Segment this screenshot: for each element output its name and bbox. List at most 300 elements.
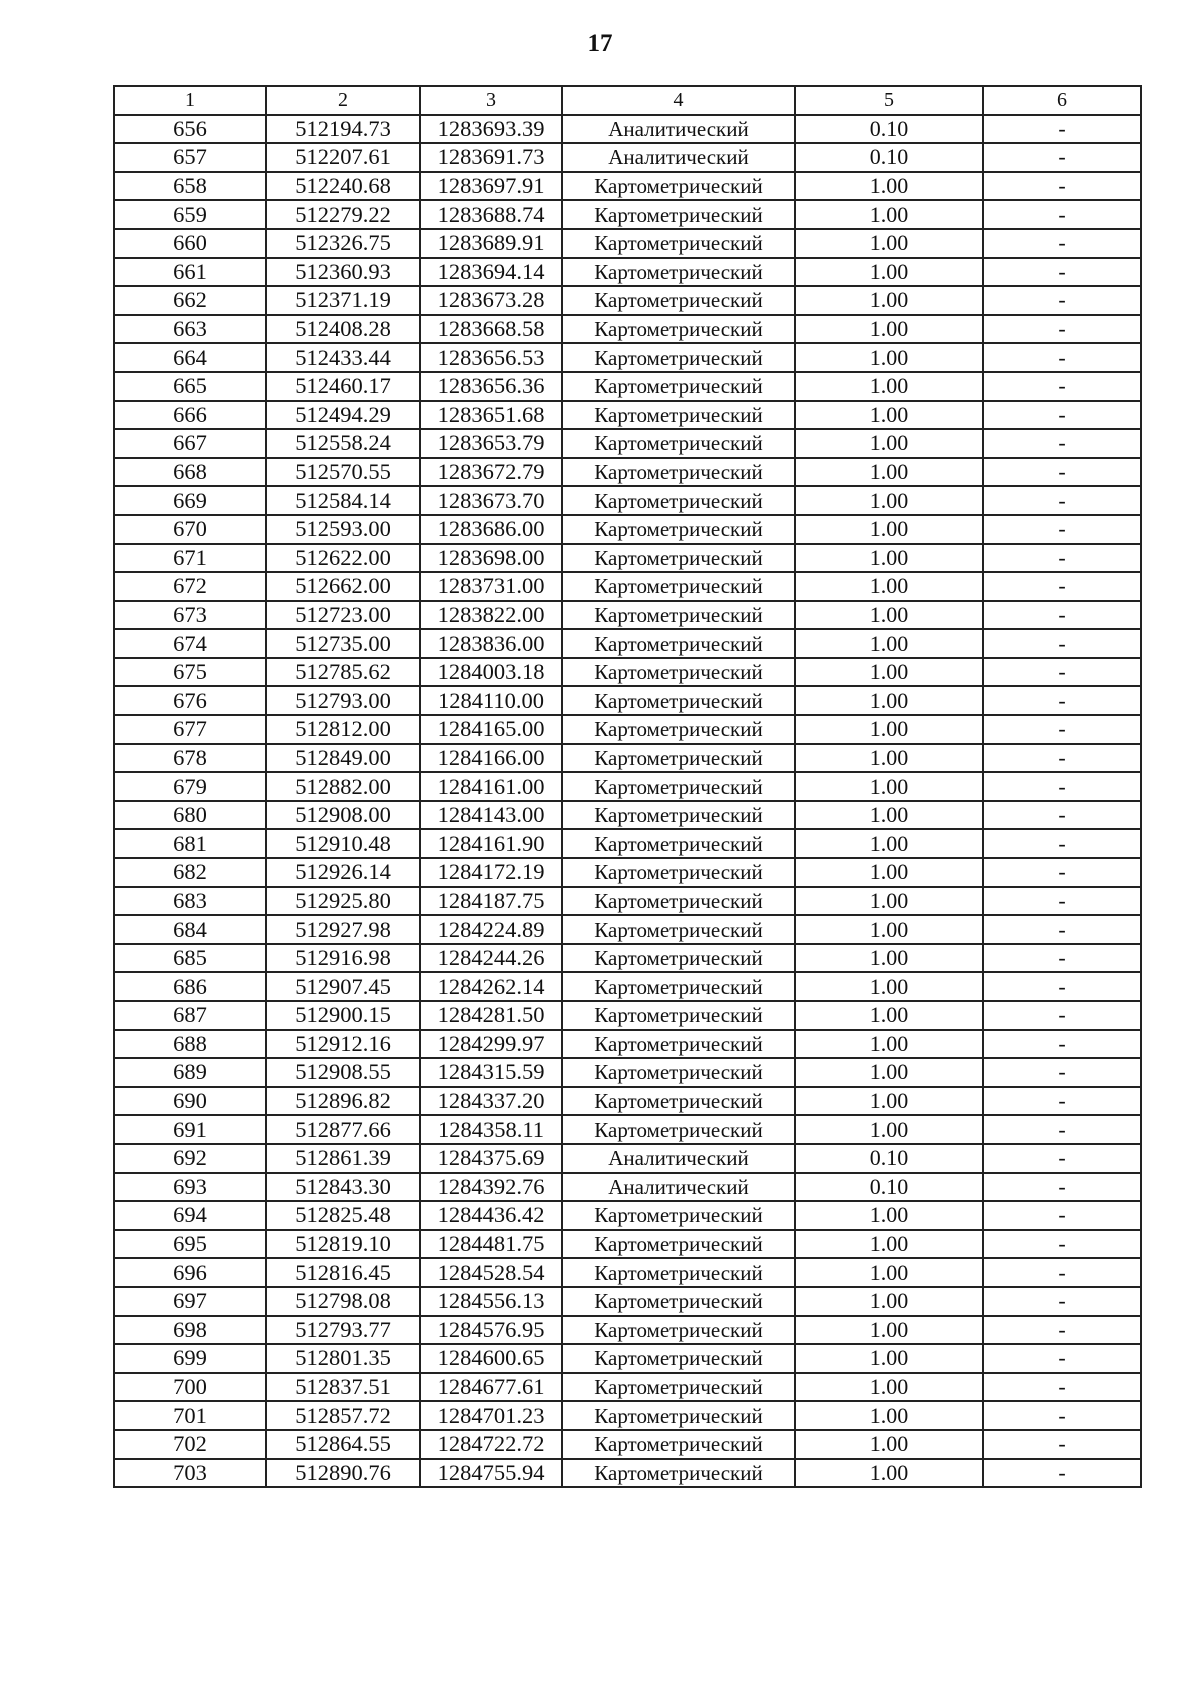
point-number-cell: 672 (114, 572, 266, 601)
x-coordinate-cell: 512194.73 (266, 115, 420, 144)
method-cell: Картометрический (562, 715, 795, 744)
accuracy-cell: 1.00 (795, 601, 983, 630)
point-number-cell: 667 (114, 429, 266, 458)
method-cell: Аналитический (562, 1173, 795, 1202)
accuracy-cell: 1.00 (795, 343, 983, 372)
table-row (114, 372, 1141, 401)
table-row (114, 686, 1141, 715)
description-cell: - (983, 658, 1141, 687)
table-row (114, 915, 1141, 944)
table-row (114, 601, 1141, 630)
column-header: 5 (795, 86, 983, 115)
method-cell: Картометрический (562, 1459, 795, 1488)
method-cell: Картометрический (562, 229, 795, 258)
description-cell: - (983, 1030, 1141, 1059)
method-cell: Картометрический (562, 1115, 795, 1144)
x-coordinate-cell: 512735.00 (266, 629, 420, 658)
accuracy-cell: 1.00 (795, 715, 983, 744)
point-number-cell: 680 (114, 801, 266, 830)
y-coordinate-cell: 1283822.00 (420, 601, 562, 630)
accuracy-cell: 1.00 (795, 401, 983, 430)
description-cell: - (983, 972, 1141, 1001)
accuracy-cell: 1.00 (795, 772, 983, 801)
x-coordinate-cell: 512622.00 (266, 544, 420, 573)
x-coordinate-cell: 512408.28 (266, 315, 420, 344)
accuracy-cell: 1.00 (795, 629, 983, 658)
accuracy-cell: 1.00 (795, 972, 983, 1001)
column-header: 1 (114, 86, 266, 115)
y-coordinate-cell: 1283672.79 (420, 458, 562, 487)
accuracy-cell: 1.00 (795, 1373, 983, 1402)
table-row (114, 286, 1141, 315)
x-coordinate-cell: 512801.35 (266, 1344, 420, 1373)
table-header-row (114, 86, 1141, 115)
y-coordinate-cell: 1284358.11 (420, 1115, 562, 1144)
accuracy-cell: 1.00 (795, 829, 983, 858)
accuracy-cell: 0.10 (795, 1173, 983, 1202)
table-row (114, 658, 1141, 687)
point-number-cell: 683 (114, 887, 266, 916)
description-cell: - (983, 1230, 1141, 1259)
x-coordinate-cell: 512279.22 (266, 200, 420, 229)
table-row (114, 1344, 1141, 1373)
description-cell: - (983, 1430, 1141, 1459)
table-row (114, 1430, 1141, 1459)
table-row (114, 229, 1141, 258)
table-row (114, 887, 1141, 916)
table-row (114, 1287, 1141, 1316)
description-cell: - (983, 772, 1141, 801)
point-number-cell: 695 (114, 1230, 266, 1259)
point-number-cell: 678 (114, 744, 266, 773)
y-coordinate-cell: 1284165.00 (420, 715, 562, 744)
x-coordinate-cell: 512926.14 (266, 858, 420, 887)
point-number-cell: 676 (114, 686, 266, 715)
page-number: 17 (587, 30, 613, 57)
point-number-cell: 694 (114, 1201, 266, 1230)
y-coordinate-cell: 1284392.76 (420, 1173, 562, 1202)
method-cell: Картометрический (562, 772, 795, 801)
method-cell: Аналитический (562, 1144, 795, 1173)
x-coordinate-cell: 512558.24 (266, 429, 420, 458)
description-cell: - (983, 229, 1141, 258)
y-coordinate-cell: 1283689.91 (420, 229, 562, 258)
accuracy-cell: 1.00 (795, 1230, 983, 1259)
method-cell: Картометрический (562, 1230, 795, 1259)
accuracy-cell: 0.10 (795, 115, 983, 144)
accuracy-cell: 1.00 (795, 1401, 983, 1430)
description-cell: - (983, 1373, 1141, 1402)
point-number-cell: 693 (114, 1173, 266, 1202)
description-cell: - (983, 458, 1141, 487)
accuracy-cell: 1.00 (795, 315, 983, 344)
description-cell: - (983, 429, 1141, 458)
point-number-cell: 674 (114, 629, 266, 658)
point-number-cell: 684 (114, 915, 266, 944)
method-cell: Картометрический (562, 915, 795, 944)
x-coordinate-cell: 512662.00 (266, 572, 420, 601)
description-cell: - (983, 715, 1141, 744)
method-cell: Картометрический (562, 486, 795, 515)
description-cell: - (983, 143, 1141, 172)
accuracy-cell: 1.00 (795, 944, 983, 973)
accuracy-cell: 1.00 (795, 858, 983, 887)
y-coordinate-cell: 1284576.95 (420, 1316, 562, 1345)
y-coordinate-cell: 1283731.00 (420, 572, 562, 601)
table-row (114, 629, 1141, 658)
method-cell: Картометрический (562, 1030, 795, 1059)
point-number-cell: 671 (114, 544, 266, 573)
x-coordinate-cell: 512785.62 (266, 658, 420, 687)
point-number-cell: 670 (114, 515, 266, 544)
table-row (114, 1030, 1141, 1059)
point-number-cell: 669 (114, 486, 266, 515)
x-coordinate-cell: 512360.93 (266, 258, 420, 287)
description-cell: - (983, 686, 1141, 715)
table-row (114, 1373, 1141, 1402)
description-cell: - (983, 1201, 1141, 1230)
point-number-cell: 675 (114, 658, 266, 687)
description-cell: - (983, 887, 1141, 916)
table-row (114, 1087, 1141, 1116)
accuracy-cell: 1.00 (795, 258, 983, 287)
table-row (114, 801, 1141, 830)
description-cell: - (983, 1144, 1141, 1173)
description-cell: - (983, 286, 1141, 315)
accuracy-cell: 1.00 (795, 887, 983, 916)
table-row (114, 1001, 1141, 1030)
description-cell: - (983, 115, 1141, 144)
x-coordinate-cell: 512460.17 (266, 372, 420, 401)
method-cell: Картометрический (562, 1344, 795, 1373)
description-cell: - (983, 601, 1141, 630)
method-cell: Картометрический (562, 372, 795, 401)
method-cell: Картометрический (562, 1201, 795, 1230)
y-coordinate-cell: 1284315.59 (420, 1058, 562, 1087)
description-cell: - (983, 801, 1141, 830)
table-row (114, 1058, 1141, 1087)
point-number-cell: 658 (114, 172, 266, 201)
x-coordinate-cell: 512793.77 (266, 1316, 420, 1345)
description-cell: - (983, 944, 1141, 973)
x-coordinate-cell: 512908.55 (266, 1058, 420, 1087)
table-row (114, 1258, 1141, 1287)
method-cell: Картометрический (562, 944, 795, 973)
table-row (114, 458, 1141, 487)
method-cell: Картометрический (562, 686, 795, 715)
point-number-cell: 687 (114, 1001, 266, 1030)
description-cell: - (983, 544, 1141, 573)
method-cell: Картометрический (562, 315, 795, 344)
x-coordinate-cell: 512907.45 (266, 972, 420, 1001)
column-header: 3 (420, 86, 562, 115)
x-coordinate-cell: 512825.48 (266, 1201, 420, 1230)
column-header: 4 (562, 86, 795, 115)
y-coordinate-cell: 1284299.97 (420, 1030, 562, 1059)
x-coordinate-cell: 512837.51 (266, 1373, 420, 1402)
accuracy-cell: 1.00 (795, 458, 983, 487)
table-row (114, 1115, 1141, 1144)
description-cell: - (983, 515, 1141, 544)
accuracy-cell: 1.00 (795, 172, 983, 201)
accuracy-cell: 1.00 (795, 1459, 983, 1488)
method-cell: Картометрический (562, 1001, 795, 1030)
method-cell: Картометрический (562, 572, 795, 601)
method-cell: Картометрический (562, 429, 795, 458)
x-coordinate-cell: 512912.16 (266, 1030, 420, 1059)
table-row (114, 1316, 1141, 1345)
x-coordinate-cell: 512723.00 (266, 601, 420, 630)
method-cell: Картометрический (562, 858, 795, 887)
accuracy-cell: 1.00 (795, 429, 983, 458)
description-cell: - (983, 343, 1141, 372)
point-number-cell: 660 (114, 229, 266, 258)
point-number-cell: 701 (114, 1401, 266, 1430)
point-number-cell: 665 (114, 372, 266, 401)
method-cell: Картометрический (562, 544, 795, 573)
accuracy-cell: 1.00 (795, 515, 983, 544)
y-coordinate-cell: 1283686.00 (420, 515, 562, 544)
point-number-cell: 677 (114, 715, 266, 744)
y-coordinate-cell: 1283697.91 (420, 172, 562, 201)
point-number-cell: 682 (114, 858, 266, 887)
point-number-cell: 661 (114, 258, 266, 287)
description-cell: - (983, 1058, 1141, 1087)
accuracy-cell: 1.00 (795, 658, 983, 687)
y-coordinate-cell: 1284375.69 (420, 1144, 562, 1173)
y-coordinate-cell: 1284143.00 (420, 801, 562, 830)
table-row (114, 972, 1141, 1001)
accuracy-cell: 0.10 (795, 143, 983, 172)
y-coordinate-cell: 1283698.00 (420, 544, 562, 573)
description-cell: - (983, 572, 1141, 601)
description-cell: - (983, 1316, 1141, 1345)
x-coordinate-cell: 512890.76 (266, 1459, 420, 1488)
y-coordinate-cell: 1284337.20 (420, 1087, 562, 1116)
description-cell: - (983, 1087, 1141, 1116)
x-coordinate-cell: 512927.98 (266, 915, 420, 944)
table-row (114, 401, 1141, 430)
x-coordinate-cell: 512864.55 (266, 1430, 420, 1459)
y-coordinate-cell: 1283668.58 (420, 315, 562, 344)
table-body (114, 115, 1141, 1488)
x-coordinate-cell: 512857.72 (266, 1401, 420, 1430)
table-row (114, 143, 1141, 172)
point-number-cell: 657 (114, 143, 266, 172)
method-cell: Картометрический (562, 1401, 795, 1430)
table-row (114, 1144, 1141, 1173)
description-cell: - (983, 372, 1141, 401)
x-coordinate-cell: 512584.14 (266, 486, 420, 515)
point-number-cell: 688 (114, 1030, 266, 1059)
method-cell: Картометрический (562, 343, 795, 372)
point-number-cell: 691 (114, 1115, 266, 1144)
accuracy-cell: 1.00 (795, 1087, 983, 1116)
y-coordinate-cell: 1284003.18 (420, 658, 562, 687)
accuracy-cell: 1.00 (795, 915, 983, 944)
accuracy-cell: 1.00 (795, 744, 983, 773)
accuracy-cell: 1.00 (795, 686, 983, 715)
accuracy-cell: 1.00 (795, 544, 983, 573)
point-number-cell: 700 (114, 1373, 266, 1402)
table-row (114, 544, 1141, 573)
y-coordinate-cell: 1284166.00 (420, 744, 562, 773)
description-cell: - (983, 200, 1141, 229)
method-cell: Картометрический (562, 401, 795, 430)
coordinates-table (113, 85, 1142, 1488)
y-coordinate-cell: 1284436.42 (420, 1201, 562, 1230)
x-coordinate-cell: 512849.00 (266, 744, 420, 773)
y-coordinate-cell: 1283693.39 (420, 115, 562, 144)
x-coordinate-cell: 512570.55 (266, 458, 420, 487)
point-number-cell: 668 (114, 458, 266, 487)
table-row (114, 115, 1141, 144)
point-number-cell: 689 (114, 1058, 266, 1087)
y-coordinate-cell: 1284161.00 (420, 772, 562, 801)
y-coordinate-cell: 1283836.00 (420, 629, 562, 658)
x-coordinate-cell: 512843.30 (266, 1173, 420, 1202)
point-number-cell: 698 (114, 1316, 266, 1345)
accuracy-cell: 1.00 (795, 1287, 983, 1316)
point-number-cell: 679 (114, 772, 266, 801)
x-coordinate-cell: 512793.00 (266, 686, 420, 715)
accuracy-cell: 1.00 (795, 1058, 983, 1087)
point-number-cell: 697 (114, 1287, 266, 1316)
point-number-cell: 656 (114, 115, 266, 144)
method-cell: Картометрический (562, 887, 795, 916)
description-cell: - (983, 629, 1141, 658)
x-coordinate-cell: 512861.39 (266, 1144, 420, 1173)
point-number-cell: 703 (114, 1459, 266, 1488)
description-cell: - (983, 1459, 1141, 1488)
point-number-cell: 699 (114, 1344, 266, 1373)
accuracy-cell: 1.00 (795, 1030, 983, 1059)
table-row (114, 572, 1141, 601)
x-coordinate-cell: 512494.29 (266, 401, 420, 430)
y-coordinate-cell: 1284172.19 (420, 858, 562, 887)
y-coordinate-cell: 1284244.26 (420, 944, 562, 973)
table-row (114, 1230, 1141, 1259)
y-coordinate-cell: 1283691.73 (420, 143, 562, 172)
x-coordinate-cell: 512326.75 (266, 229, 420, 258)
method-cell: Картометрический (562, 258, 795, 287)
y-coordinate-cell: 1283688.74 (420, 200, 562, 229)
method-cell: Картометрический (562, 629, 795, 658)
point-number-cell: 681 (114, 829, 266, 858)
table-row (114, 944, 1141, 973)
method-cell: Картометрический (562, 200, 795, 229)
x-coordinate-cell: 512925.80 (266, 887, 420, 916)
method-cell: Картометрический (562, 458, 795, 487)
y-coordinate-cell: 1283673.70 (420, 486, 562, 515)
description-cell: - (983, 1401, 1141, 1430)
table-row (114, 772, 1141, 801)
x-coordinate-cell: 512877.66 (266, 1115, 420, 1144)
y-coordinate-cell: 1284187.75 (420, 887, 562, 916)
method-cell: Аналитический (562, 143, 795, 172)
point-number-cell: 659 (114, 200, 266, 229)
y-coordinate-cell: 1283653.79 (420, 429, 562, 458)
column-header: 2 (266, 86, 420, 115)
table-row (114, 715, 1141, 744)
x-coordinate-cell: 512240.68 (266, 172, 420, 201)
y-coordinate-cell: 1283651.68 (420, 401, 562, 430)
table-row (114, 315, 1141, 344)
y-coordinate-cell: 1284161.90 (420, 829, 562, 858)
point-number-cell: 685 (114, 944, 266, 973)
accuracy-cell: 1.00 (795, 1344, 983, 1373)
description-cell: - (983, 401, 1141, 430)
description-cell: - (983, 1344, 1141, 1373)
column-header: 6 (983, 86, 1141, 115)
y-coordinate-cell: 1284600.65 (420, 1344, 562, 1373)
accuracy-cell: 1.00 (795, 1430, 983, 1459)
x-coordinate-cell: 512908.00 (266, 801, 420, 830)
method-cell: Картометрический (562, 658, 795, 687)
point-number-cell: 664 (114, 343, 266, 372)
accuracy-cell: 1.00 (795, 286, 983, 315)
table-row (114, 429, 1141, 458)
accuracy-cell: 1.00 (795, 229, 983, 258)
x-coordinate-cell: 512896.82 (266, 1087, 420, 1116)
table-row (114, 1173, 1141, 1202)
description-cell: - (983, 1258, 1141, 1287)
description-cell: - (983, 744, 1141, 773)
method-cell: Картометрический (562, 1316, 795, 1345)
table-row (114, 1201, 1141, 1230)
description-cell: - (983, 1115, 1141, 1144)
method-cell: Картометрический (562, 1058, 795, 1087)
method-cell: Картометрический (562, 286, 795, 315)
x-coordinate-cell: 512812.00 (266, 715, 420, 744)
method-cell: Картометрический (562, 829, 795, 858)
description-cell: - (983, 1287, 1141, 1316)
method-cell: Картометрический (562, 515, 795, 544)
method-cell: Картометрический (562, 1373, 795, 1402)
y-coordinate-cell: 1283673.28 (420, 286, 562, 315)
table-row (114, 172, 1141, 201)
accuracy-cell: 1.00 (795, 1258, 983, 1287)
table-row (114, 486, 1141, 515)
description-cell: - (983, 1173, 1141, 1202)
method-cell: Картометрический (562, 744, 795, 773)
y-coordinate-cell: 1284677.61 (420, 1373, 562, 1402)
x-coordinate-cell: 512916.98 (266, 944, 420, 973)
accuracy-cell: 1.00 (795, 200, 983, 229)
table-row (114, 829, 1141, 858)
point-number-cell: 692 (114, 1144, 266, 1173)
x-coordinate-cell: 512819.10 (266, 1230, 420, 1259)
table-row (114, 200, 1141, 229)
method-cell: Картометрический (562, 1430, 795, 1459)
point-number-cell: 673 (114, 601, 266, 630)
x-coordinate-cell: 512593.00 (266, 515, 420, 544)
description-cell: - (983, 315, 1141, 344)
table-row (114, 1459, 1141, 1488)
y-coordinate-cell: 1283656.53 (420, 343, 562, 372)
x-coordinate-cell: 512900.15 (266, 1001, 420, 1030)
method-cell: Картометрический (562, 601, 795, 630)
y-coordinate-cell: 1284481.75 (420, 1230, 562, 1259)
table-row (114, 515, 1141, 544)
y-coordinate-cell: 1284556.13 (420, 1287, 562, 1316)
description-cell: - (983, 172, 1141, 201)
x-coordinate-cell: 512798.08 (266, 1287, 420, 1316)
method-cell: Картометрический (562, 801, 795, 830)
accuracy-cell: 1.00 (795, 572, 983, 601)
description-cell: - (983, 829, 1141, 858)
x-coordinate-cell: 512882.00 (266, 772, 420, 801)
